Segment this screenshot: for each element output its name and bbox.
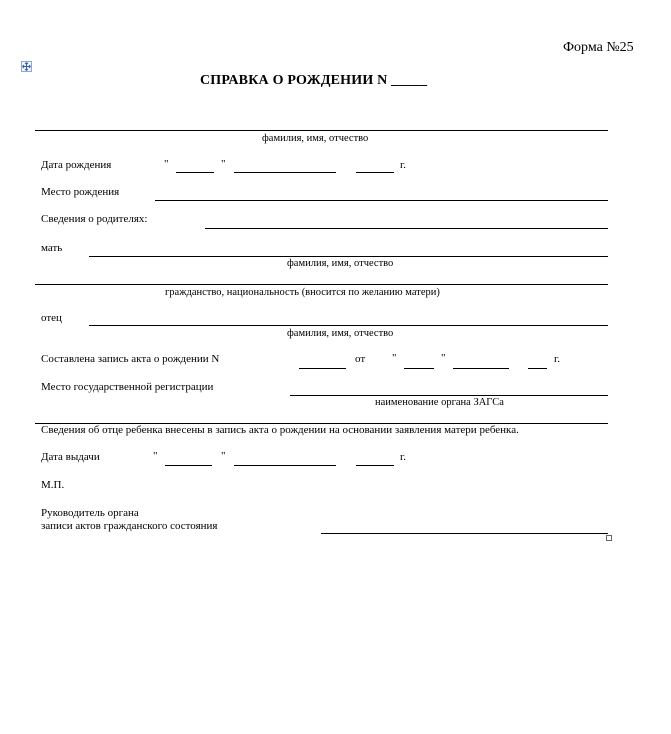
birth-year-field[interactable] <box>356 172 394 173</box>
record-date-quote-open: " <box>392 352 397 364</box>
document-title: СПРАВКА О РОЖДЕНИИ N _____ <box>200 73 428 88</box>
record-day-field[interactable] <box>404 368 434 369</box>
birth-month-field[interactable] <box>234 172 336 173</box>
issue-date-label: Дата выдачи <box>41 451 100 463</box>
birth-day-field[interactable] <box>176 172 214 173</box>
stamp-label: М.П. <box>41 479 65 491</box>
mother-label: мать <box>41 242 63 254</box>
table-move-handle-icon[interactable] <box>21 61 32 72</box>
registration-place-label: Место государственной регистрации <box>41 381 214 393</box>
issue-year-field[interactable] <box>356 465 394 466</box>
head-label-line2: записи актов гражданского состояния <box>41 520 218 532</box>
father-info-note: Сведения об отце ребенка внесены в запись акта о рождении на основании заявления матери ребенка. <box>41 424 519 436</box>
record-year-suffix: г. <box>554 353 561 365</box>
issue-year-suffix: г. <box>400 451 407 463</box>
table-resize-handle-icon[interactable] <box>606 535 612 541</box>
mother-citizenship-caption: гражданство, национальность (вносится по желанию матери) <box>165 287 440 298</box>
record-month-field[interactable] <box>453 368 509 369</box>
registration-place-field[interactable] <box>290 395 608 396</box>
birth-date-quote-open: " <box>164 158 169 170</box>
record-number-field[interactable] <box>299 368 346 369</box>
record-year-field[interactable] <box>528 368 547 369</box>
record-date-quote-close: " <box>441 352 446 364</box>
father-name-field[interactable] <box>89 325 608 326</box>
head-label-line1: Руководитель органа <box>41 507 139 519</box>
birth-place-field[interactable] <box>155 200 608 201</box>
mother-citizenship-field[interactable] <box>35 284 608 285</box>
father-name-caption: фамилия, имя, отчество <box>287 328 394 339</box>
birth-year-suffix: г. <box>400 159 407 171</box>
mother-name-field[interactable] <box>89 256 608 257</box>
child-name-caption: фамилия, имя, отчество <box>262 133 369 144</box>
issue-month-field[interactable] <box>234 465 336 466</box>
parents-field[interactable] <box>205 228 608 229</box>
issue-date-quote-open: " <box>153 450 158 462</box>
mother-name-caption: фамилия, имя, отчество <box>287 258 394 269</box>
head-signature-field[interactable] <box>321 533 608 534</box>
child-name-field[interactable] <box>35 130 608 131</box>
issue-date-quote-close: " <box>221 450 226 462</box>
birth-date-label: Дата рождения <box>41 159 112 171</box>
parents-label: Сведения о родителях: <box>41 213 148 225</box>
birth-place-label: Место рождения <box>41 186 120 198</box>
record-from-label: от <box>355 353 366 365</box>
registry-office-caption: наименование органа ЗАГСа <box>375 397 504 408</box>
father-label: отец <box>41 312 62 324</box>
birth-date-quote-close: " <box>221 158 226 170</box>
record-label: Составлена запись акта о рождении N <box>41 353 220 365</box>
issue-day-field[interactable] <box>165 465 212 466</box>
form-number: Форма №25 <box>563 40 634 55</box>
